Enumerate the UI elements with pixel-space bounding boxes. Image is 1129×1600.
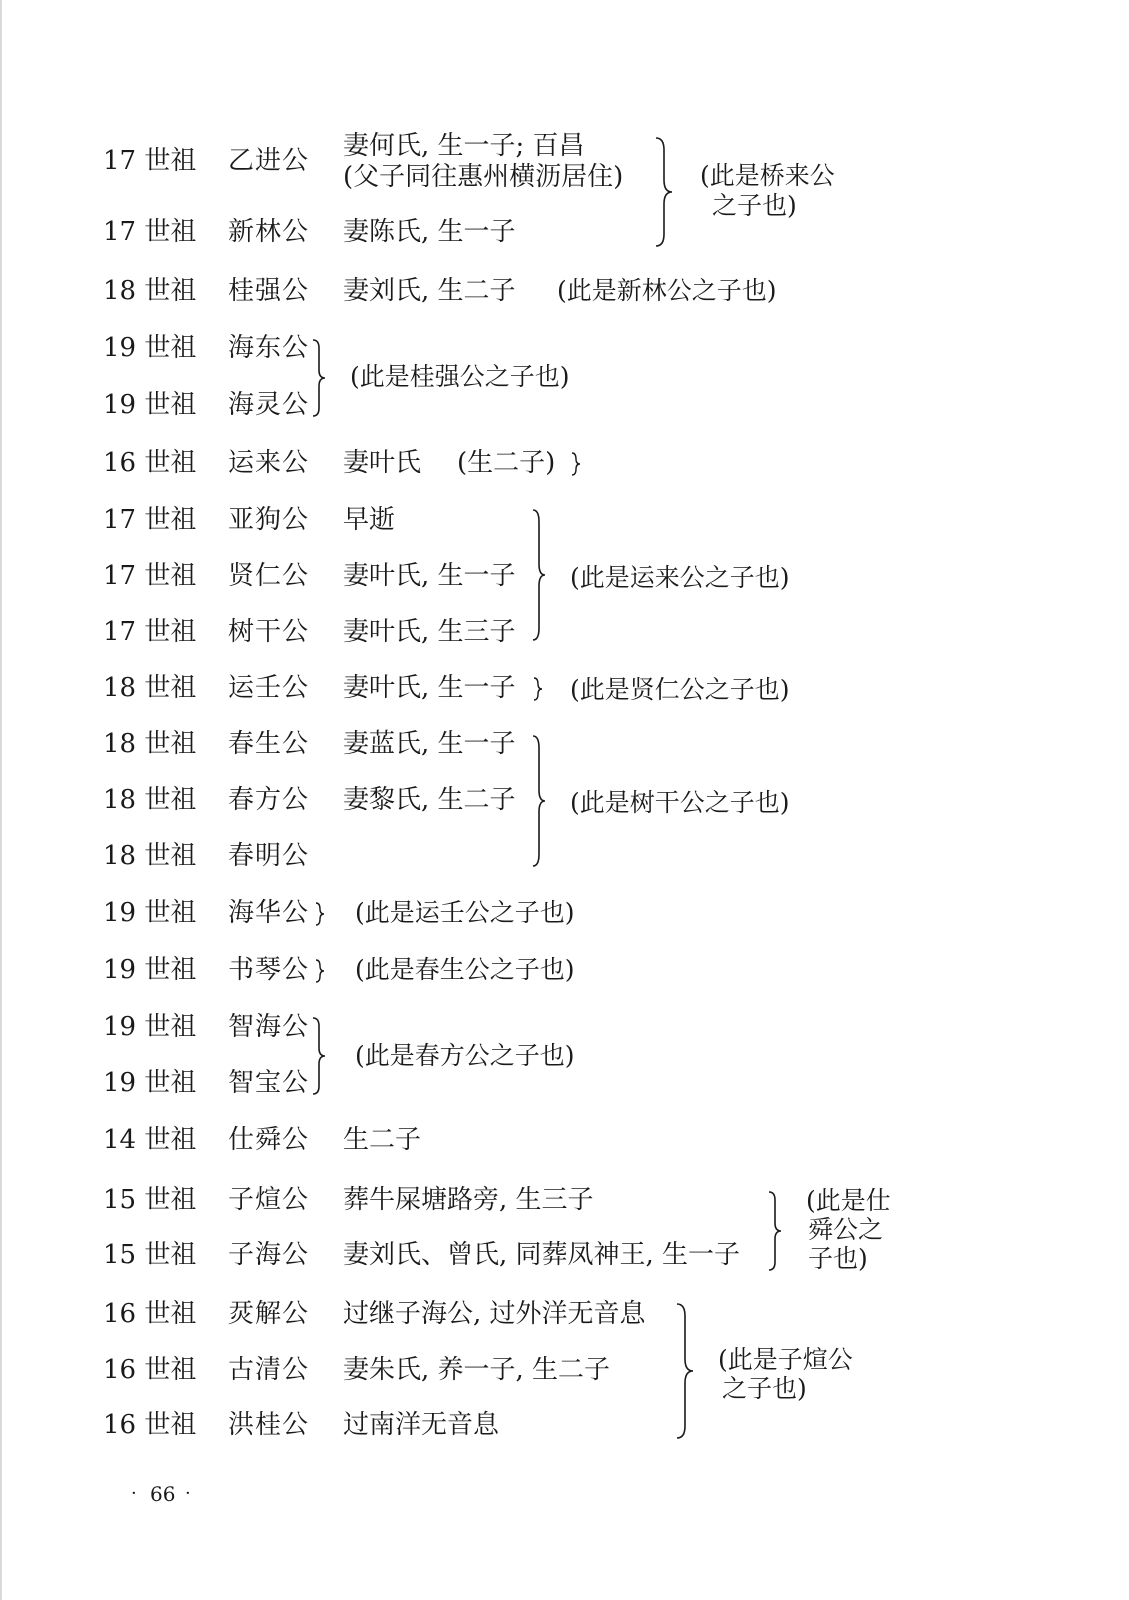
ancestor-description: 过继子海公, 过外洋无音息 <box>343 1299 646 1329</box>
ancestor-description: 妻叶氏, 生一子 <box>343 673 516 703</box>
right-brace <box>570 451 584 477</box>
note-line: (此是运壬公之子也) <box>355 898 575 927</box>
generation-label: 19 世祖 <box>103 898 197 928</box>
ancestor-name: 洪桂公 <box>228 1410 310 1440</box>
ancestor-name: 乙进公 <box>228 146 310 176</box>
note-line: (此是桥来公 <box>700 161 835 190</box>
right-brace <box>310 1016 330 1096</box>
ancestor-note: (生二子) <box>457 448 556 478</box>
ancestor-name: 烎解公 <box>228 1299 310 1329</box>
page-number-dot-right: · <box>185 1483 191 1504</box>
generation-label: 16 世祖 <box>103 1355 197 1385</box>
ancestor-description: 妻叶氏, 生三子 <box>343 617 516 647</box>
generation-label: 16 世祖 <box>103 448 197 478</box>
ancestor-name: 海华公 <box>228 898 310 928</box>
generation-label: 16 世祖 <box>103 1299 197 1329</box>
ancestor-name: 古清公 <box>228 1355 310 1385</box>
ancestor-description: 妻刘氏, 生二子 <box>343 276 516 306</box>
generation-label: 18 世祖 <box>103 841 197 871</box>
ancestor-name: 树干公 <box>228 617 310 647</box>
ancestor-description: 妻蓝氏, 生一子 <box>343 729 516 759</box>
note-line: (此是仕 <box>806 1186 891 1215</box>
generation-label: 19 世祖 <box>103 1012 197 1042</box>
ancestor-name: 贤仁公 <box>228 561 310 591</box>
generation-label: 17 世祖 <box>103 146 197 176</box>
ancestor-name: 春明公 <box>228 841 310 871</box>
ancestor-description: 妻黎氏, 生二子 <box>343 785 516 815</box>
note-line: (此是运来公之子也) <box>570 563 790 592</box>
ancestor-name: 智宝公 <box>228 1068 310 1098</box>
right-brace <box>673 1302 697 1440</box>
note-line: (此是桂强公之子也) <box>350 362 570 391</box>
ancestor-name: 子煊公 <box>228 1185 310 1215</box>
note-line: 之子也) <box>712 191 797 220</box>
right-brace <box>530 508 550 642</box>
generation-label: 17 世祖 <box>103 217 197 247</box>
generation-label: 18 世祖 <box>103 785 197 815</box>
ancestor-name: 智海公 <box>228 1012 310 1042</box>
right-brace <box>314 901 328 927</box>
ancestor-name: 春方公 <box>228 785 310 815</box>
ancestor-description: 妻刘氏、曾氏, 同葬凤神王, 生一子 <box>343 1240 741 1270</box>
generation-label: 16 世祖 <box>103 1410 197 1440</box>
generation-label: 19 世祖 <box>103 1068 197 1098</box>
note-line: (此是春生公之子也) <box>355 955 575 984</box>
note-line: (此是树干公之子也) <box>570 788 790 817</box>
ancestor-name: 子海公 <box>228 1240 310 1270</box>
ancestor-description: 早逝 <box>343 505 396 535</box>
ancestor-description: 妻朱氏, 养一子, 生二子 <box>343 1355 611 1385</box>
right-brace <box>652 136 676 248</box>
generation-label: 14 世祖 <box>103 1125 197 1155</box>
generation-label: 18 世祖 <box>103 276 197 306</box>
note-line: 子也) <box>808 1244 868 1273</box>
note-line: (此是新林公之子也) <box>557 276 777 305</box>
ancestor-name: 桂强公 <box>228 276 310 306</box>
ancestor-name: 春生公 <box>228 729 310 759</box>
right-brace <box>310 338 330 418</box>
ancestor-description-line2: (父子同往惠州横沥居住) <box>343 162 624 192</box>
right-brace <box>530 734 550 868</box>
generation-label: 17 世祖 <box>103 617 197 647</box>
page-number-dot-left: · <box>131 1483 137 1504</box>
ancestor-name: 亚狗公 <box>228 505 310 535</box>
ancestor-description: 葬牛屎塘路旁, 生三子 <box>343 1185 594 1215</box>
ancestor-name: 海灵公 <box>228 390 310 420</box>
generation-label: 19 世祖 <box>103 955 197 985</box>
right-brace <box>766 1190 786 1272</box>
generation-label: 17 世祖 <box>103 561 197 591</box>
note-line: (此是春方公之子也) <box>355 1041 575 1070</box>
ancestor-description: 过南洋无音息 <box>343 1410 500 1440</box>
note-line: 舜公之 <box>808 1215 884 1244</box>
generation-label: 15 世祖 <box>103 1240 197 1270</box>
ancestor-description: 生二子 <box>343 1125 422 1155</box>
generation-label: 18 世祖 <box>103 673 197 703</box>
ancestor-name: 运来公 <box>228 448 310 478</box>
note-line: 之子也) <box>722 1374 807 1403</box>
ancestor-name: 书琴公 <box>228 955 310 985</box>
ancestor-name: 仕舜公 <box>228 1125 310 1155</box>
ancestor-description: 妻叶氏 <box>343 448 422 478</box>
generation-label: 15 世祖 <box>103 1185 197 1215</box>
note-line: (此是子煊公 <box>718 1345 853 1374</box>
ancestor-name: 新林公 <box>228 217 310 247</box>
generation-label: 19 世祖 <box>103 333 197 363</box>
ancestor-name: 运壬公 <box>228 673 310 703</box>
ancestor-description: 妻叶氏, 生一子 <box>343 561 516 591</box>
generation-label: 17 世祖 <box>103 505 197 535</box>
note-line: (此是贤仁公之子也) <box>570 675 790 704</box>
ancestor-description: 妻陈氏, 生一子 <box>343 217 516 247</box>
generation-label: 18 世祖 <box>103 729 197 759</box>
right-brace <box>314 958 328 984</box>
ancestor-name: 海东公 <box>228 333 310 363</box>
right-brace <box>532 676 546 702</box>
generation-label: 19 世祖 <box>103 390 197 420</box>
page-number: 66 <box>150 1482 176 1506</box>
ancestor-description: 妻何氏, 生一子; 百昌 <box>343 131 585 161</box>
